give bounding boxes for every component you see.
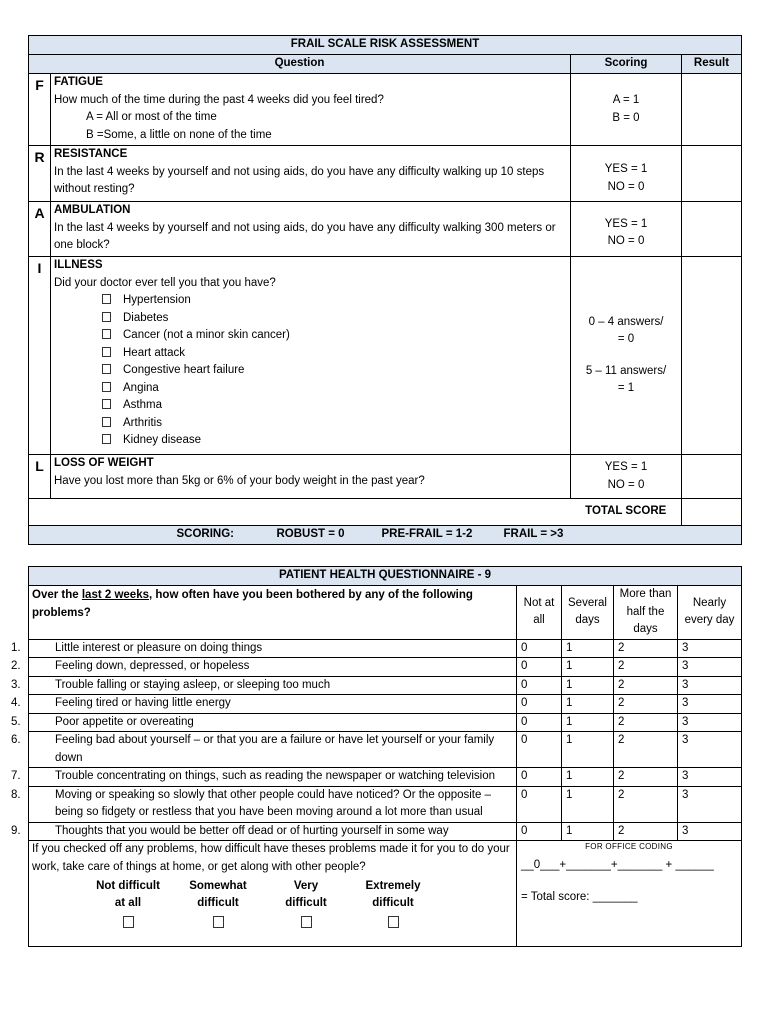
frail-heading: ILLNESS bbox=[54, 259, 103, 271]
item-number: 6. bbox=[11, 734, 21, 746]
condition-item[interactable]: Angina bbox=[54, 380, 566, 398]
total-score-cell[interactable] bbox=[682, 499, 742, 526]
condition-item[interactable]: Asthma bbox=[54, 397, 566, 415]
score-cell[interactable]: 1 bbox=[562, 732, 614, 768]
score-cell[interactable]: 2 bbox=[614, 676, 678, 695]
item-text: Moving or speaking so slowly that other people could have noticed? Or the opposite – being so fidgety or restless that you have been moving around a lot more than usual bbox=[55, 788, 491, 818]
frail-question: How much of the time during the past 4 weeks did you feel tired? bbox=[54, 93, 384, 106]
frail-scale-table bbox=[28, 35, 742, 545]
item-number: 8. bbox=[11, 788, 21, 801]
item-text: Trouble concentrating on things, such as reading the newspaper or watching television bbox=[55, 770, 496, 782]
phq-title: PATIENT HEALTH QUESTIONNAIRE - 9 bbox=[29, 567, 742, 586]
checkbox-icon[interactable] bbox=[213, 916, 224, 928]
item-text: Thoughts that you would be better off dead or of hurting yourself in some way bbox=[55, 824, 449, 837]
item-number: 2. bbox=[11, 660, 21, 672]
checkbox-icon[interactable] bbox=[102, 329, 111, 339]
frail-result-cell[interactable] bbox=[682, 202, 742, 257]
score-cell[interactable]: 2 bbox=[614, 695, 678, 714]
score-cell[interactable]: 2 bbox=[614, 658, 678, 677]
frail-result-cell[interactable] bbox=[682, 455, 742, 499]
score-cell[interactable]: 3 bbox=[678, 695, 742, 714]
item-text: Poor appetite or overeating bbox=[55, 715, 194, 728]
office-coding-label: FOR OFFICE CODING bbox=[585, 842, 673, 851]
frail-question: In the last 4 weeks by yourself and not using aids, do you have any difficulty walking 300 meters or one block? bbox=[54, 221, 556, 251]
score-cell[interactable]: 3 bbox=[678, 676, 742, 695]
frail-option: B =Some, a little on none of the time bbox=[86, 128, 272, 141]
item-number: 5. bbox=[11, 715, 21, 728]
score-cell[interactable]: 2 bbox=[614, 713, 678, 732]
difficulty-option[interactable]: Somewhat difficult bbox=[174, 878, 262, 928]
score-cell[interactable]: 2 bbox=[614, 768, 678, 787]
score-cell[interactable]: 0 bbox=[517, 768, 562, 787]
phq-item-row bbox=[29, 658, 742, 677]
frail-result-cell[interactable] bbox=[682, 74, 742, 146]
frail-score: 0 – 4 answers/ bbox=[588, 315, 664, 328]
score-cell[interactable]: 2 bbox=[614, 822, 678, 841]
frail-row-weight bbox=[29, 455, 742, 499]
scoring-footer: SCORING: ROBUST = 0 PRE-FRAIL = 1-2 FRAIL = >3 bbox=[29, 526, 742, 545]
phq-item-row bbox=[29, 713, 742, 732]
frail-letter: L bbox=[29, 455, 51, 499]
frail-score: NO = 0 bbox=[607, 180, 645, 193]
condition-item[interactable]: Arthritis bbox=[54, 415, 566, 433]
checkbox-icon[interactable] bbox=[102, 312, 111, 322]
phq-item-row bbox=[29, 768, 742, 787]
score-cell[interactable]: 3 bbox=[678, 732, 742, 768]
score-cell[interactable]: 3 bbox=[678, 786, 742, 822]
checkbox-icon[interactable] bbox=[102, 382, 111, 392]
phq9-table bbox=[11, 566, 742, 947]
col-nearly-every-day: Nearly every day bbox=[678, 586, 742, 640]
condition-item[interactable]: Diabetes bbox=[54, 310, 566, 328]
frail-score: = 1 bbox=[617, 382, 635, 394]
score-cell[interactable]: 2 bbox=[614, 639, 678, 658]
score-cell[interactable]: 1 bbox=[562, 658, 614, 677]
col-not-at-all: Not at all bbox=[517, 586, 562, 640]
difficulty-option[interactable]: Very difficult bbox=[262, 878, 350, 928]
checkbox-icon[interactable] bbox=[102, 399, 111, 409]
condition-item[interactable]: Congestive heart failure bbox=[54, 362, 566, 380]
office-coding bbox=[517, 841, 742, 947]
phq-item-row bbox=[29, 822, 742, 841]
frail-letter: I bbox=[29, 257, 51, 455]
col-more-than-half: More than half the days bbox=[614, 586, 678, 640]
checkbox-icon[interactable] bbox=[102, 294, 111, 304]
col-several-days: Several days bbox=[562, 586, 614, 640]
score-cell[interactable]: 0 bbox=[517, 695, 562, 714]
score-cell[interactable]: 1 bbox=[562, 676, 614, 695]
score-cell[interactable]: 2 bbox=[614, 786, 678, 822]
item-text: Feeling tired or having little energy bbox=[55, 697, 231, 709]
condition-item[interactable]: Kidney disease bbox=[54, 432, 566, 450]
condition-item[interactable]: Hypertension bbox=[54, 292, 566, 310]
frail-question: Did your doctor ever tell you that you have? bbox=[54, 276, 276, 289]
score-cell[interactable]: 3 bbox=[678, 822, 742, 841]
condition-item[interactable]: Cancer (not a minor skin cancer) bbox=[54, 327, 566, 345]
frail-question: In the last 4 weeks by yourself and not using aids, do you have any difficulty walking up 10 steps without resting? bbox=[54, 165, 545, 195]
score-cell[interactable]: 3 bbox=[678, 713, 742, 732]
frail-row-fatigue bbox=[29, 74, 742, 146]
frail-letter: R bbox=[29, 146, 51, 202]
score-cell[interactable]: 3 bbox=[678, 639, 742, 658]
score-cell[interactable]: 3 bbox=[678, 768, 742, 787]
office-coding-line[interactable]: __0___+_______+_______ + ______ bbox=[521, 859, 714, 871]
frail-score: YES = 1 bbox=[604, 217, 648, 230]
score-cell[interactable]: 1 bbox=[562, 713, 614, 732]
frail-heading: RESISTANCE bbox=[54, 148, 128, 160]
frail-result-cell[interactable] bbox=[682, 257, 742, 455]
score-cell[interactable]: 0 bbox=[517, 713, 562, 732]
phq-item-row bbox=[29, 639, 742, 658]
difficulty-option[interactable]: Extremely difficult bbox=[350, 878, 436, 928]
item-number: 4. bbox=[11, 697, 21, 709]
frail-row-resistance bbox=[29, 146, 742, 202]
score-cell[interactable]: 1 bbox=[562, 695, 614, 714]
frail-score: 5 – 11 answers/ bbox=[585, 364, 667, 377]
score-cell[interactable]: 1 bbox=[562, 639, 614, 658]
item-text: Trouble falling or staying asleep, or sleeping too much bbox=[55, 678, 331, 691]
item-text: Feeling down, depressed, or hopeless bbox=[55, 660, 250, 672]
frail-score: NO = 0 bbox=[607, 235, 645, 247]
score-cell[interactable]: 0 bbox=[517, 676, 562, 695]
item-text: Little interest or pleasure on doing things bbox=[55, 641, 263, 654]
total-score-label: TOTAL SCORE bbox=[571, 499, 682, 526]
difficulty-option[interactable]: Not difficult at all bbox=[82, 878, 174, 928]
item-number: 3. bbox=[11, 678, 21, 691]
total-score-line[interactable]: = Total score: _______ bbox=[521, 890, 638, 903]
frail-result-cell[interactable] bbox=[682, 146, 742, 202]
frail-score: NO = 0 bbox=[607, 478, 645, 491]
frail-title: FRAIL SCALE RISK ASSESSMENT bbox=[29, 36, 742, 55]
condition-item[interactable]: Heart attack bbox=[54, 345, 566, 363]
frail-option: A = All or most of the time bbox=[86, 111, 217, 123]
score-cell[interactable]: 0 bbox=[517, 786, 562, 822]
frail-question: Have you lost more than 5kg or 6% of your body weight in the past year? bbox=[54, 474, 425, 487]
checkbox-icon[interactable] bbox=[102, 417, 111, 427]
phq-item-row bbox=[29, 732, 742, 768]
frail-score: B = 0 bbox=[612, 111, 640, 124]
difficulty-question: If you checked off any problems, how difficult have theses problems made it for you to do your work, take care of things at home, or get along with other people? bbox=[32, 843, 510, 873]
phq-item-row bbox=[29, 786, 742, 822]
frail-letter: A bbox=[29, 202, 51, 257]
score-cell[interactable]: 2 bbox=[614, 732, 678, 768]
phq-intro: Over the last 2 weeks, how often have you been bothered by any of the following problems? bbox=[29, 586, 517, 640]
difficulty-section bbox=[29, 841, 517, 947]
score-cell[interactable]: 0 bbox=[517, 822, 562, 841]
score-cell[interactable]: 0 bbox=[517, 658, 562, 677]
score-cell[interactable]: 1 bbox=[562, 786, 614, 822]
col-result: Result bbox=[682, 55, 742, 74]
frail-heading: FATIGUE bbox=[54, 76, 103, 88]
score-cell[interactable]: 1 bbox=[562, 768, 614, 787]
frail-score: A = 1 bbox=[612, 94, 640, 106]
checkbox-icon[interactable] bbox=[301, 916, 312, 928]
item-number: 7. bbox=[11, 770, 21, 782]
item-number: 1. bbox=[11, 641, 21, 654]
frail-heading: AMBULATION bbox=[54, 204, 131, 216]
checkbox-icon[interactable] bbox=[102, 364, 111, 374]
score-cell[interactable]: 1 bbox=[562, 822, 614, 841]
frail-row-illness bbox=[29, 257, 742, 455]
score-cell[interactable]: 0 bbox=[517, 732, 562, 768]
item-number: 9. bbox=[11, 824, 21, 837]
checkbox-icon[interactable] bbox=[102, 434, 111, 444]
frail-row-ambulation bbox=[29, 202, 742, 257]
frail-score: = 0 bbox=[617, 333, 635, 345]
frail-score: YES = 1 bbox=[604, 163, 648, 175]
score-cell[interactable]: 0 bbox=[517, 639, 562, 658]
checkbox-icon[interactable] bbox=[123, 916, 134, 928]
col-question: Question bbox=[29, 55, 571, 74]
frail-heading: LOSS OF WEIGHT bbox=[54, 457, 154, 469]
checkbox-icon[interactable] bbox=[388, 916, 399, 928]
item-text: Feeling bad about yourself – or that you are a failure or have let yourself or your family down bbox=[55, 734, 495, 764]
checkbox-icon[interactable] bbox=[102, 347, 111, 357]
col-scoring: Scoring bbox=[571, 55, 682, 74]
phq-item-row bbox=[29, 695, 742, 714]
phq-item-row bbox=[29, 676, 742, 695]
frail-score: YES = 1 bbox=[604, 461, 648, 473]
frail-letter: F bbox=[29, 74, 51, 146]
score-cell[interactable]: 3 bbox=[678, 658, 742, 677]
